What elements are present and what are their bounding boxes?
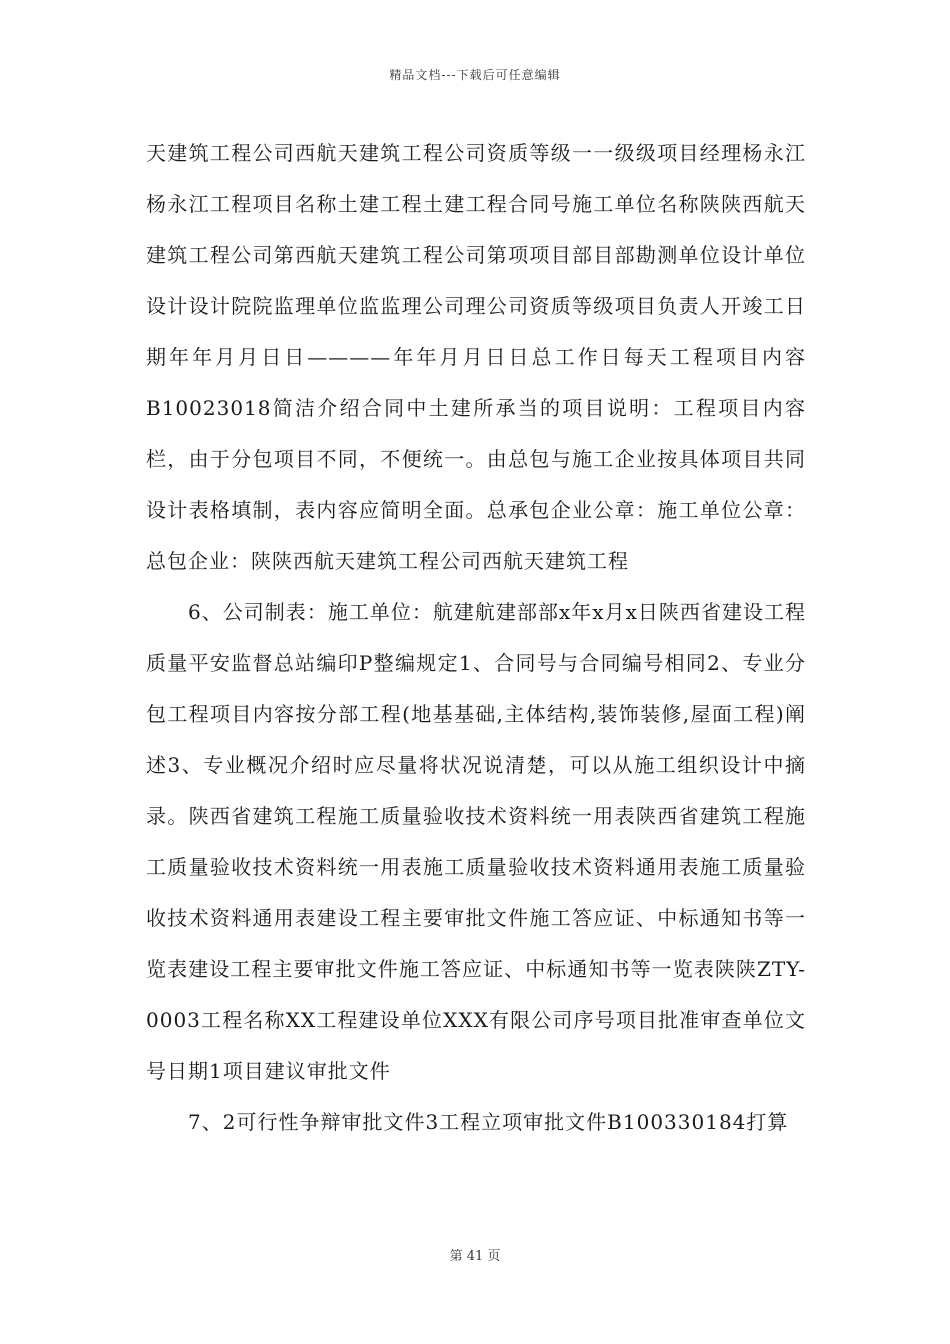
paragraph: 6、公司制表：施工单位：航建航建部部x年x月x日陕西省建设工程质量平安监督总站编印P整编规定1、合同号与合同编号相同2、专业分包工程项目内容按分部工程(地基基础,主体结构,装饰装修,屋面工程)阐述3、专业概况介绍时应尽量将状况说清楚，可以从施工组织设计中摘录。陕西省建筑工程施工质量验收技术资料统一用表陕西省建筑工程施工质量验收技术资料统一用表施工质量验收技术资料通用表施工质量验收技术资料通用表建设工程主要审批文件施工答应证、中标通知书等一览表建设工程主要审批文件施工答应证、中标通知书等一览表陕陕ZTY-0003工程名称XX工程建设单位XXX有限公司序号项目批准审查单位文号日期1项目建议审批文件 — [146, 600, 806, 1083]
page-header: 精品文档---下载后可任意编辑 — [389, 68, 561, 82]
paragraph: 7、2可行性争辩审批文件3工程立项审批文件B100330184打算 — [188, 1110, 789, 1134]
document-body — [146, 128, 806, 1148]
page-number: 第 41 页 — [449, 1249, 501, 1264]
paragraph: 天建筑工程公司西航天建筑工程公司资质等级一一级级项目经理杨永江杨永江工程项目名称土建工程土建工程合同号施工单位名称陕陕西航天建筑工程公司第西航天建筑工程公司第项项目部目部勘测单位设计单位设计设计院院监理单位监监理公司理公司资质等级项目负责人开竣工日期年年月月日日————年年月月日日总工作日每天工程项目内容B10023018简洁介绍合同中土建所承当的项目说明：工程项目内容栏，由于分包项目不同，不便统一。由总包与施工企业按具体项目共同设计表格填制，表内容应简明全面。总承包企业公章：施工单位公章：总包企业：陕陕西航天建筑工程公司西航天建筑工程 — [146, 141, 806, 573]
